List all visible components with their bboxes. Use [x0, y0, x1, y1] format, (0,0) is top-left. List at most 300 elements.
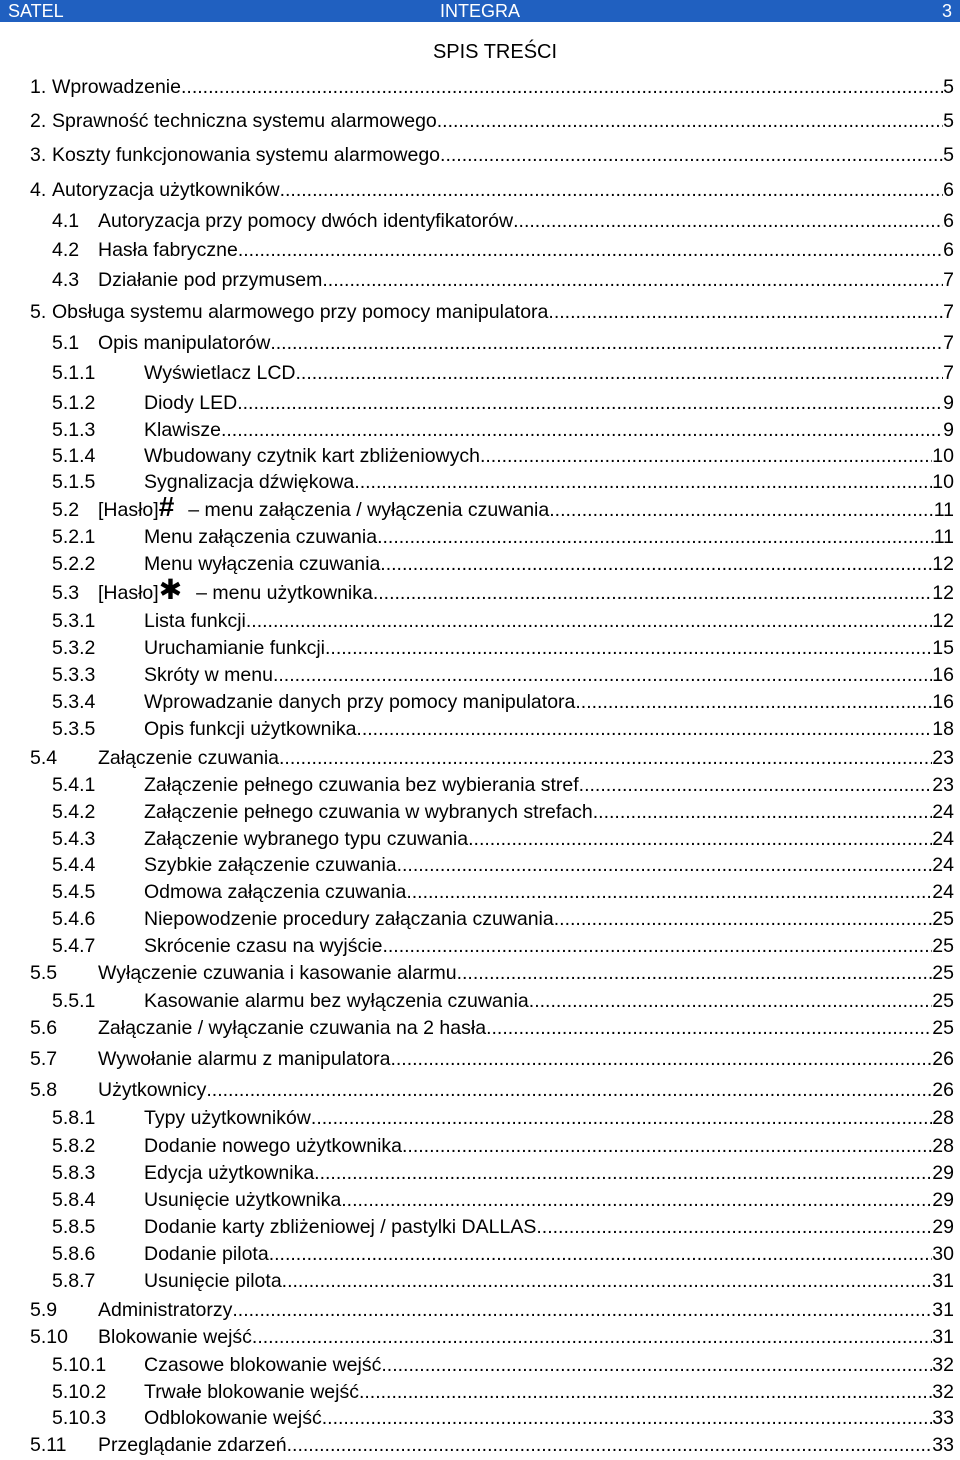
dot-leader [382, 933, 932, 959]
toc-entry[interactable] [0, 330, 960, 356]
dot-leader [593, 799, 933, 825]
toc-entry-number: 5.2.2 [52, 553, 96, 575]
toc-entry-title-text: Opis funkcji użytkownika [144, 718, 357, 740]
toc-entry-page: 29 [932, 1189, 954, 1211]
toc-entry-title-text: Hasła fabryczne [98, 239, 238, 261]
toc-entry-number: 5.8.5 [52, 1216, 96, 1238]
dot-leader [325, 635, 932, 661]
toc-entry[interactable] [0, 906, 960, 932]
toc-entry-number: 5.10.1 [52, 1354, 107, 1376]
dot-leader [311, 1105, 932, 1131]
toc-entry-title-text: Załączenie pełnego czuwania w wybranych strefach [144, 801, 593, 823]
toc-entry-title-text: Dodanie nowego użytkownika [144, 1135, 402, 1157]
toc-entry-title-text: Obsługa systemu alarmowego przy pomocy manipulatora [52, 301, 549, 323]
toc-entry-number: 1. [30, 76, 47, 98]
toc-entry-title-text: Wyświetlacz LCD [144, 362, 296, 384]
toc-entry-title [52, 299, 548, 325]
page-header [0, 0, 960, 22]
dot-leader [246, 608, 932, 634]
toc-entry-title [144, 1105, 311, 1131]
toc-entry-page: 7 [943, 362, 954, 384]
toc-entry[interactable] [0, 299, 960, 325]
toc-entry[interactable] [0, 772, 960, 798]
toc-entry-title [144, 772, 579, 798]
toc-entry[interactable] [0, 417, 960, 443]
toc-entry-page: 25 [932, 908, 954, 930]
toc-entry-title-text: Załączenie wybranego typu czuwania [144, 828, 469, 850]
toc-entry-number: 5.8.1 [52, 1107, 96, 1129]
toc-entry-number: 4.1 [52, 210, 80, 232]
toc-entry-number: 5.3.3 [52, 664, 96, 686]
toc-entry-number: 5.2 [52, 499, 80, 521]
toc-entry-page: 25 [932, 962, 954, 984]
toc-entry[interactable] [0, 1405, 960, 1431]
dot-leader [270, 330, 943, 356]
toc-entry-page: 7 [943, 269, 954, 291]
dot-leader [354, 469, 932, 495]
toc-entry-title [144, 906, 554, 932]
toc-entry-page: 24 [932, 881, 954, 903]
toc-entry-page: 31 [932, 1326, 954, 1348]
dot-leader [536, 1214, 932, 1240]
toc-entry-number: 5.8.4 [52, 1189, 96, 1211]
toc-entry-page: 31 [932, 1299, 954, 1321]
toc-entry-title-text: Skróty w menu [144, 664, 273, 686]
toc-entry-title [144, 469, 354, 495]
toc-entry-number: 5.5 [30, 962, 58, 984]
toc-entry-title-text: Sygnalizacja dźwiękowa [144, 471, 355, 493]
toc-entry[interactable] [0, 1187, 960, 1213]
toc-entry[interactable] [0, 1352, 960, 1378]
toc-entry[interactable] [0, 1324, 960, 1350]
toc-entry-title [98, 237, 238, 263]
dot-leader [486, 1015, 932, 1041]
toc-entry-title-text: Opis manipulatorów [98, 332, 271, 354]
toc-entry[interactable] [0, 267, 960, 293]
toc-entry-number: 5.1.2 [52, 392, 96, 414]
dot-leader [380, 551, 932, 577]
toc-entry-page: 26 [932, 1048, 954, 1070]
dot-leader [402, 1133, 932, 1159]
toc-entry[interactable] [0, 1105, 960, 1131]
toc-entry-number: 5.1.1 [52, 362, 96, 384]
toc-entry[interactable] [0, 960, 960, 986]
toc-entry[interactable] [0, 1241, 960, 1267]
toc-entry-number: 5.8.6 [52, 1243, 96, 1265]
toc-entry-number: 5.1 [52, 332, 80, 354]
toc-entry-page: 7 [943, 301, 954, 323]
toc-entry[interactable] [0, 1015, 960, 1041]
toc-entry-title [98, 1046, 390, 1072]
toc-entry-title [98, 574, 373, 606]
toc-entry-number: 5.4.2 [52, 801, 96, 823]
toc-entry-number: 5.11 [30, 1434, 67, 1456]
toc-entry-title-text: Wprowadzenie [52, 76, 181, 98]
toc-entry-title-text: Lista funkcji [144, 610, 246, 632]
toc-entry-page: 11 [933, 526, 954, 548]
dot-leader [548, 299, 943, 325]
toc-entry[interactable] [0, 1379, 960, 1405]
toc-entry-number: 5.4.7 [52, 935, 96, 957]
toc-entry-title [144, 689, 575, 715]
toc-entry-title [144, 826, 468, 852]
toc-entry-title-text: Załączenie pełnego czuwania bez wybierania stref [144, 774, 579, 796]
toc-entry-title-text: Odmowa załączenia czuwania [144, 881, 407, 903]
toc-entry-title [144, 799, 593, 825]
toc-entry[interactable] [0, 608, 960, 634]
toc-entry-title-text: Przeglądanie zdarzeń [98, 1434, 287, 1456]
toc-entry-title [98, 1077, 206, 1103]
dot-leader [440, 142, 943, 168]
toc-entry-page: 15 [932, 637, 954, 659]
toc-entry-number: 5.4 [30, 747, 58, 769]
toc-entry-title-text: Wprowadzanie danych przy pomocy manipulatora [144, 691, 576, 713]
dot-leader [579, 772, 933, 798]
toc-entry-title [52, 177, 280, 203]
toc-entry[interactable] [0, 74, 960, 100]
toc-entry-title-text: Edycja użytkownika [144, 1162, 315, 1184]
toc-entry-page: 12 [932, 610, 954, 632]
dot-leader [554, 906, 933, 932]
toc-entry-title [98, 1297, 232, 1323]
toc-entry-title-text: Koszty funkcjonowania systemu alarmowego [52, 144, 441, 166]
toc-entry-page: 10 [932, 471, 954, 493]
dot-leader [269, 1241, 933, 1267]
toc-entry-title-text: Uruchamianie funkcji [144, 637, 325, 659]
toc-entry-title-text: Wyłączenie czuwania i kasowanie alarmu [98, 962, 457, 984]
dot-leader [437, 108, 943, 134]
toc-entry-title [144, 852, 397, 878]
toc-entry-page: 23 [932, 774, 954, 796]
toc-entry[interactable] [0, 390, 960, 416]
toc-entry-number: 5.3 [52, 582, 80, 604]
asterisk-key-icon: ✱ [158, 574, 183, 605]
toc-entry[interactable] [0, 443, 960, 469]
toc-entry-title [144, 879, 406, 905]
toc-entry[interactable] [0, 689, 960, 715]
toc-entry-title-text: Menu załączenia czuwania [144, 526, 378, 548]
toc-entry-title [144, 716, 356, 742]
toc-entry-title [144, 1187, 341, 1213]
toc-entry[interactable] [0, 469, 960, 495]
toc-entry[interactable] [0, 716, 960, 742]
toc-entry-title-text: Autoryzacja użytkowników [52, 179, 280, 201]
toc-entry-number: 5.4.3 [52, 828, 96, 850]
toc-entry-title-text: Klawisze [144, 419, 221, 441]
toc-entry-page: 31 [932, 1270, 954, 1292]
toc-entry-number: 5.3.2 [52, 637, 96, 659]
toc-entry-page: 18 [932, 718, 954, 740]
toc-entry-title-prefix: [Hasło] [98, 499, 159, 521]
toc-entry-number: 5.5.1 [52, 990, 96, 1012]
toc-entry-page: 26 [932, 1079, 954, 1101]
toc-entry[interactable] [0, 933, 960, 959]
toc-entry[interactable] [0, 1133, 960, 1159]
toc-entry-page: 33 [932, 1407, 954, 1429]
dot-leader [322, 267, 943, 293]
toc-entry-title-text: Załączanie / wyłączanie czuwania na 2 hasła [98, 1017, 487, 1039]
dot-leader [529, 988, 933, 1014]
toc-entry-page: 5 [943, 144, 954, 166]
dot-leader [314, 1160, 932, 1186]
dot-leader [322, 1405, 933, 1431]
dot-leader [549, 497, 934, 523]
toc-entry-title [98, 208, 513, 234]
dot-leader [373, 580, 932, 606]
toc-entry-title [144, 390, 237, 416]
toc-entry-page: 23 [932, 747, 954, 769]
toc-entry[interactable] [0, 1077, 960, 1103]
toc-entry-title-text: Usunięcie pilota [144, 1270, 282, 1292]
toc-entry-page: 30 [932, 1243, 954, 1265]
toc-entry-title [52, 142, 440, 168]
header-left-text: SATEL [8, 1, 64, 21]
hash-key-icon: # [158, 491, 175, 522]
toc-entry-number: 5.8.2 [52, 1135, 96, 1157]
toc-entry-title-text: Usunięcie użytkownika [144, 1189, 342, 1211]
toc-entry-page: 12 [932, 553, 954, 575]
toc-entry-title-text: Odblokowanie wejść [144, 1407, 322, 1429]
toc-entry-number: 5.10.2 [52, 1381, 107, 1403]
toc-entry-title-text: Wywołanie alarmu z manipulatora [98, 1048, 391, 1070]
toc-entry-title [52, 74, 181, 100]
dot-leader [356, 716, 932, 742]
dot-leader [480, 443, 932, 469]
toc-entry-page: 5 [943, 76, 954, 98]
toc-entry-title [144, 1352, 381, 1378]
toc-entry-title-text: Trwałe blokowanie wejść [144, 1381, 359, 1403]
dot-leader [406, 879, 932, 905]
toc-entry-page: 25 [932, 1017, 954, 1039]
toc-entry-number: 5.8.3 [52, 1162, 96, 1184]
dot-leader [341, 1187, 932, 1213]
toc-entry-title-text: Typy użytkowników [144, 1107, 311, 1129]
toc-entry-title-text: Wbudowany czytnik kart zbliżeniowych [144, 445, 480, 467]
toc-entry-number: 5.4.1 [52, 774, 96, 796]
toc-entry-page: 11 [933, 499, 954, 521]
toc-entry[interactable] [0, 1214, 960, 1240]
toc-entry-number: 2. [30, 110, 47, 132]
toc-entry-page: 10 [932, 445, 954, 467]
toc-entry-number: 5.4.6 [52, 908, 96, 930]
toc-entry[interactable] [0, 524, 960, 550]
dot-leader [282, 1268, 933, 1294]
toc-entry-title-text: Blokowanie wejść [98, 1326, 252, 1348]
toc-entry-number: 5.3.1 [52, 610, 96, 632]
toc-entry-page: 24 [932, 828, 954, 850]
toc-entry[interactable] [0, 988, 960, 1014]
dot-leader [296, 360, 944, 386]
toc-entry-number: 4. [30, 179, 47, 201]
toc-entry-title [144, 443, 480, 469]
toc-entry-title-text: Załączenie czuwania [98, 747, 280, 769]
toc-entry-number: 4.3 [52, 269, 80, 291]
toc-entry[interactable] [0, 360, 960, 386]
toc-entry[interactable] [0, 635, 960, 661]
toc-entry[interactable] [0, 879, 960, 905]
toc-entry[interactable] [0, 852, 960, 878]
toc-entry[interactable] [0, 745, 960, 771]
dot-leader [468, 826, 932, 852]
toc-entry-number: 5.4.4 [52, 854, 96, 876]
toc-entry-title [144, 1160, 314, 1186]
toc-entry-title [144, 933, 382, 959]
toc-entry-title-text: Szybkie załączenie czuwania [144, 854, 397, 876]
toc-entry-title [144, 1214, 536, 1240]
toc-entry-title [144, 608, 246, 634]
toc-entry-title-text: Niepowodzenie procedury załączania czuwania [144, 908, 554, 930]
toc-entry-title [98, 330, 270, 356]
header-center-text: INTEGRA [440, 1, 521, 21]
toc-entry-page: 29 [932, 1162, 954, 1184]
toc-entry-number: 5.7 [30, 1048, 58, 1070]
toc-entry-number: 5.3.4 [52, 691, 96, 713]
toc-entry[interactable] [0, 237, 960, 263]
toc-entry-page: 7 [943, 332, 954, 354]
toc-entry-title-text: Skrócenie czasu na wyjście [144, 935, 383, 957]
toc-entry-title [144, 360, 296, 386]
toc-entry-page: 29 [932, 1216, 954, 1238]
toc-entry-title [98, 1432, 287, 1458]
dot-leader [206, 1077, 932, 1103]
toc-entry[interactable] [0, 826, 960, 852]
toc-entry-page: 32 [932, 1354, 954, 1376]
toc-entry-number: 5.1.4 [52, 445, 96, 467]
toc-entry-title [144, 1379, 359, 1405]
toc-entry-page: 33 [932, 1434, 954, 1456]
toc-entry[interactable] [0, 177, 960, 203]
toc-entry-title-text: Działanie pod przymusem [98, 269, 323, 291]
toc-entry-page: 9 [943, 419, 954, 441]
toc-entry-title-text: Sprawność techniczna systemu alarmowego [52, 110, 437, 132]
toc-entry-title [52, 108, 437, 134]
toc-entry-title-text: – menu użytkownika [196, 582, 373, 604]
toc-entry-page: 6 [943, 210, 954, 232]
toc-entry-title-text: Administratorzy [98, 1299, 233, 1321]
toc-entry-page: 25 [932, 935, 954, 957]
toc-entry-page: 32 [932, 1381, 954, 1403]
dot-leader [252, 1324, 932, 1350]
toc-entry-title [144, 1268, 282, 1294]
toc-entry[interactable] [0, 551, 960, 577]
toc-entry-title-text: Menu wyłączenia czuwania [144, 553, 381, 575]
toc-entry[interactable] [0, 1046, 960, 1072]
toc-entry-number: 5.1.5 [52, 471, 96, 493]
toc-entry-title [144, 524, 377, 550]
dot-leader [280, 177, 944, 203]
toc-entry-page: 12 [932, 582, 954, 604]
toc-entry-number: 5.8 [30, 1079, 58, 1101]
dot-leader [221, 417, 943, 443]
dot-leader [232, 1297, 932, 1323]
dot-leader [279, 745, 932, 771]
toc-entry-title-text: Autoryzacja przy pomocy dwóch identyfikatorów [98, 210, 514, 232]
toc-entry[interactable] [0, 108, 960, 134]
dot-leader [359, 1379, 932, 1405]
toc-entry-title [98, 745, 279, 771]
dot-leader [575, 689, 932, 715]
dot-leader [513, 208, 943, 234]
toc-entry-title [98, 267, 322, 293]
dot-leader [397, 852, 933, 878]
toc-entry-page: 16 [932, 691, 954, 713]
toc-entry-title-prefix: [Hasło] [98, 582, 159, 604]
dot-leader [377, 524, 934, 550]
toc-entry-page: 6 [943, 179, 954, 201]
toc-entry-title-text: Użytkownicy [98, 1079, 207, 1101]
toc-entry-number: 4.2 [52, 239, 80, 261]
toc-entry-number: 5.2.1 [52, 526, 96, 548]
toc-entry[interactable] [0, 491, 960, 523]
page-title: SPIS TREŚCI [432, 41, 558, 63]
toc-entry-title [98, 1324, 252, 1350]
toc-entry-page: 24 [932, 854, 954, 876]
toc-entry-page: 5 [943, 110, 954, 132]
dot-leader [273, 662, 932, 688]
toc-entry-title [98, 1015, 486, 1041]
page-number: 3 [941, 1, 952, 21]
toc-entry[interactable] [0, 799, 960, 825]
toc-entry[interactable] [0, 142, 960, 168]
toc-entry[interactable] [0, 1160, 960, 1186]
toc-entry-title-text: – menu załączenia / wyłączenia czuwania [188, 499, 550, 521]
toc-entry-page: 6 [943, 239, 954, 261]
dot-leader [237, 390, 943, 416]
toc-entry-number: 5.3.5 [52, 718, 96, 740]
toc-entry-page: 25 [932, 990, 954, 1012]
dot-leader [390, 1046, 932, 1072]
toc-entry-title [144, 1405, 322, 1431]
toc-entry-title-text: Czasowe blokowanie wejść [144, 1354, 382, 1376]
toc-entry-title [98, 960, 457, 986]
toc-entry[interactable] [0, 1297, 960, 1323]
toc-entry-number: 5.8.7 [52, 1270, 96, 1292]
toc-entry[interactable] [0, 208, 960, 234]
toc-entry-page: 9 [943, 392, 954, 414]
toc-entry-number: 5. [30, 301, 47, 323]
toc-entry-title-text: Diody LED [144, 392, 238, 414]
toc-entry-number: 3. [30, 144, 47, 166]
toc-entry-number: 5.10 [30, 1326, 68, 1348]
dot-leader [238, 237, 943, 263]
toc-entry-title [144, 1241, 269, 1267]
toc-entry[interactable] [0, 1432, 960, 1458]
toc-entry-page: 24 [932, 801, 954, 823]
toc-entry-title-text: Kasowanie alarmu bez wyłączenia czuwania [144, 990, 529, 1012]
toc-entry-title-text: Dodanie pilota [144, 1243, 269, 1265]
dot-leader [181, 74, 943, 100]
toc-entry-title [144, 635, 325, 661]
toc-entry-page: 28 [932, 1107, 954, 1129]
toc-entry-number: 5.10.3 [52, 1407, 107, 1429]
toc-entry-number: 5.6 [30, 1017, 58, 1039]
toc-entry-page: 16 [932, 664, 954, 686]
toc-entry-page: 28 [932, 1135, 954, 1157]
toc-entry[interactable] [0, 1268, 960, 1294]
toc-entry[interactable] [0, 574, 960, 606]
toc-entry-number: 5.4.5 [52, 881, 96, 903]
dot-leader [381, 1352, 932, 1378]
toc-entry-title [144, 988, 529, 1014]
toc-entry-title [144, 417, 221, 443]
dot-leader [457, 960, 933, 986]
toc-entry-number: 5.1.3 [52, 419, 96, 441]
toc-entry-title [144, 662, 273, 688]
toc-entry-title [144, 1133, 402, 1159]
toc-entry[interactable] [0, 662, 960, 688]
toc-entry-title-text: Dodanie karty zbliżeniowej / pastylki DALLAS [144, 1216, 537, 1238]
toc-entry-title [98, 491, 550, 523]
